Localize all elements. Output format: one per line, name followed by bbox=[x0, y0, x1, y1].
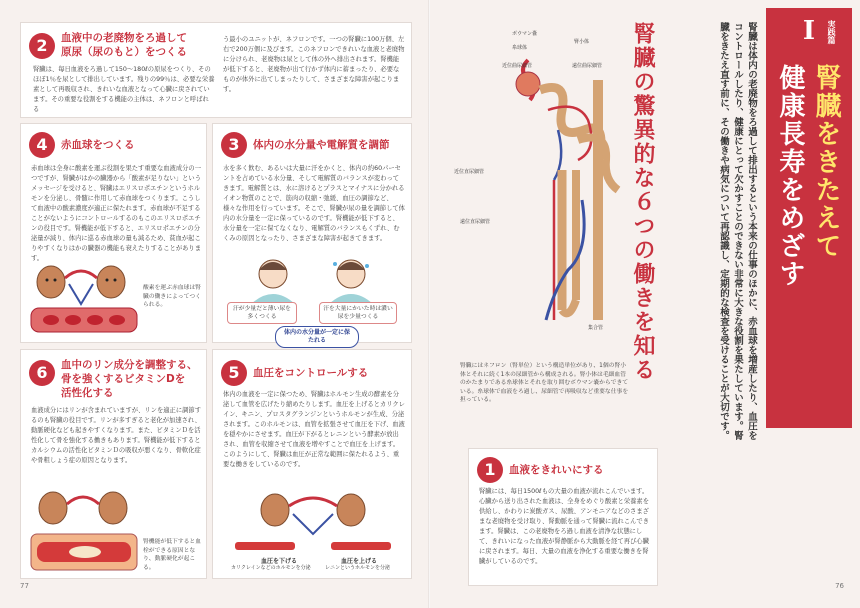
diagram-caption: 腎臓にはネフロン（腎単位）という構造単位があり、1個の腎小体とそれに続く1本の尿細管から構成される。腎小体は毛細血管のかたまりである糸球体とそれを取り囲むボウマン嚢からできている。糸球体で血液をろ過し、尿細管で再吸収など重要な仕事を担っている。 bbox=[460, 363, 629, 403]
kidney-red-cell-illustration bbox=[29, 264, 139, 336]
main-title-line-2: 健康長寿をめざす bbox=[775, 64, 805, 288]
section-text: 水を多く飲む、あるいは大量に汗をかくと、体内の約60パーセントを占めている水分量、そして電解質のバランスが変わってきます。電解質とは、水に溶けるとプラスとマイナスに分かれるイオン物質のことで、筋肉の収縮・弛緩、血圧の調節など、様々な作用を行っています。そこで、腎臓が尿の量を調節して体内の水分量を一定に保っているのです。腎機能が低下すると、水分量を一定に保てなくなり、電解質のバランスもくずれ、むくみの原因となったり、さまざまな障害が起きてきます。 bbox=[223, 165, 405, 242]
bubble-heavy-sweat: 汗を大量にかいた時は濃い尿を少量つくる bbox=[319, 302, 397, 324]
section-title: 体内の水分量や電解質を調節 bbox=[253, 139, 390, 151]
diagram-label-proximal-a: 近位曲尿細管 bbox=[502, 63, 533, 69]
section-title: 血液をきれいにする bbox=[509, 464, 604, 476]
section-5-box bbox=[212, 349, 412, 579]
section-title-line: 骨を強くするビタミンDを bbox=[61, 373, 186, 385]
illustration-caption: 酸素を運ぶ赤血球は腎臓の働きによってつくられる。 bbox=[143, 285, 201, 308]
section-number: 1 bbox=[477, 457, 503, 483]
diagram-label-collecting: 集合管 bbox=[588, 325, 604, 331]
kidney-vessel-illustration bbox=[29, 488, 139, 576]
section-number: 3 bbox=[221, 132, 247, 158]
page-number: 76 bbox=[835, 582, 844, 590]
section-4-box bbox=[20, 123, 207, 343]
section-title-line: 原尿（尿のもと）をつくる bbox=[61, 46, 187, 58]
part-label: 実践篇 bbox=[827, 20, 836, 44]
section-1-box bbox=[468, 448, 658, 586]
bp-up-label: 血圧を上げる bbox=[341, 558, 378, 565]
section-text: 腎臓は、毎日血液をろ過して150〜180ℓの原尿をつくり、そのほぼ1％を尿として排出しています。残りの99％は、必要な栄養素として再吸収され、きれいな血液となって心臓に戻されています。その重要な役割をする機能の主体は、ネフロンと呼ばれる bbox=[33, 66, 215, 113]
result-tag: 体内の水分量が一定に保たれる bbox=[275, 326, 359, 348]
section-text: 体内の血液を一定に保つため、腎臓はホルモン生成の酵素を分泌して血管を広げたり縮めたりします。血圧を上げるとカリクレイン、キニン、プロスタグランジンというホルモンが生成、分泌されます。このホルモンは、血管を拡張させて血圧を下げ、血液を穏やかにさせます。血圧が下がるとレニンという酵素が放出され、血管を収縮させて血液を増やすことで血圧を上げます。このようにして、腎臓は血圧が正常な範囲に保たれるよう、重要な働きをしているのです。 bbox=[223, 391, 405, 468]
section-title: 血圧をコントロールする bbox=[253, 367, 369, 379]
diagram-label-distal-a: 遠位曲尿細管 bbox=[572, 63, 603, 69]
section-text-continued: う最小のユニットが、ネフロンです。一つの腎臓に100万個、左右で200万個に及びます。このネフロンできれいな血液と老廃物に分けられ、老廃物は尿として体の外へ排出されます。腎機能が低下すると、老廃物が出て行かず体内に蓄まったり、必要なものが体外に出てしまったりして、さまざまな障害が起こります。 bbox=[223, 36, 405, 93]
vertical-heading: 腎臓の驚異的な６つの働きを知る bbox=[630, 22, 656, 382]
bp-down-sub: カリクレインなどのホルモンを分泌 bbox=[231, 565, 311, 571]
section-number: 2 bbox=[29, 33, 55, 59]
diagram-label-bowman: ボウマン嚢 bbox=[512, 31, 538, 37]
blood-vessels-pair bbox=[235, 540, 395, 552]
section-title bbox=[61, 358, 205, 400]
right-page bbox=[430, 0, 860, 608]
diagram-label-distal-b: 遠位直尿細管 bbox=[460, 219, 491, 225]
illustration-caption: 腎機能が低下すると血栓ができる原因となり、動脈硬化が起こる。 bbox=[143, 539, 201, 571]
section-text: 血液成分にはリンが含まれていますが、リンを適正に調節するのも腎臓の役目です。リンが多すぎると老化が加速され、動脈硬化なども起きやすくなります。また、ビタミンＤを活性化して骨を強化する働きもあります。腎機能が低下するとカルシウムの活性化ビタミンＤの吸収が悪くなり、骨軟化症や骨粗しょう症の原因となります。 bbox=[31, 407, 201, 464]
part-numeral: I bbox=[802, 16, 816, 46]
diagram-label-proximal-b: 近位直尿細管 bbox=[454, 169, 485, 175]
section-3-box bbox=[212, 123, 412, 343]
title-band bbox=[766, 8, 852, 428]
page-number: 77 bbox=[20, 582, 29, 590]
diagram-label-glomerulus: 糸球体 bbox=[512, 45, 528, 51]
section-title-line: 血中のリン成分を調整する、 bbox=[61, 359, 198, 371]
section-title-line: 血液中の老廃物をろ過して bbox=[61, 32, 187, 44]
bubble-light-sweat: 汗が少量だと薄い尿を多くつくる bbox=[227, 302, 297, 324]
bp-down-label: 血圧を下げる bbox=[261, 558, 298, 565]
section-text: 赤血球は全身に酸素を運ぶ役割を果たす重要な血液成分の一つですが、腎臓がはかの臓器から「酸素が足りない」というメッセージを受けると、腎臓はエリスロポエチンというホルモンを分泌し、骨髄に作用して赤血球をつくります。こうして血液中の酸素濃度が適正に保たれます。赤血球が不足することがないようにコントロールするのもこのエリスロポエチンの役目です。腎機能が低下すると、エリスロポエチンの分泌量が減り、体内に巡る赤血球の量も減るため、貧血が起こりやすくなりはかの臓器の機能も衰えたりすることがあります。 bbox=[31, 165, 201, 262]
section-2-box bbox=[20, 22, 412, 118]
two-women-illustration bbox=[243, 252, 383, 304]
diagram-label-corpuscle: 腎小体 bbox=[574, 39, 590, 45]
kidneys-bp-illustration bbox=[253, 488, 373, 540]
bp-up-sub: レニンというホルモンを分泌 bbox=[325, 565, 391, 571]
section-title: 赤血球をつくる bbox=[61, 139, 135, 151]
nephron-diagram bbox=[458, 20, 628, 340]
section-title bbox=[61, 31, 221, 59]
section-title-line: 活性化する bbox=[61, 387, 114, 399]
section-number: 5 bbox=[221, 360, 247, 386]
section-text: 腎臓には、毎日1500ℓもの大量の血液が流れこんでいます。心臓から送り出された血液は、全身をめぐり酸素と栄養素を供給し、かわりに炭酸ガス、尿酸、アンモニアなどのさまざまな老廃物を受け取り、腎動脈を通って腎臓に流れこんできます。腎臓は、この老廃物をろ過し血液を清浄な状態にして、きれいになった血液が腎静脈から大動脈を経て再び心臓に戻されます。毎日、大量の血液を浄化する重要な働きを腎臓がしているのです。 bbox=[479, 488, 650, 565]
section-6-box bbox=[20, 349, 207, 579]
main-title-line-1: 腎臓をきたえて bbox=[811, 64, 841, 260]
section-number: 4 bbox=[29, 132, 55, 158]
intro-text: 腎臓は体内の老廃物をろ過して排出するという本来の仕事のほかに、赤血球を増産したり、血圧をコントロールしたり、健康にとって欠かすことのできない非常に大きな役割を果たしています。腎臓をきたえ直す前に、その働きや病気について再認識し、定期的な検査を受けることが大切です。 bbox=[718, 22, 757, 440]
section-number: 6 bbox=[29, 360, 55, 386]
